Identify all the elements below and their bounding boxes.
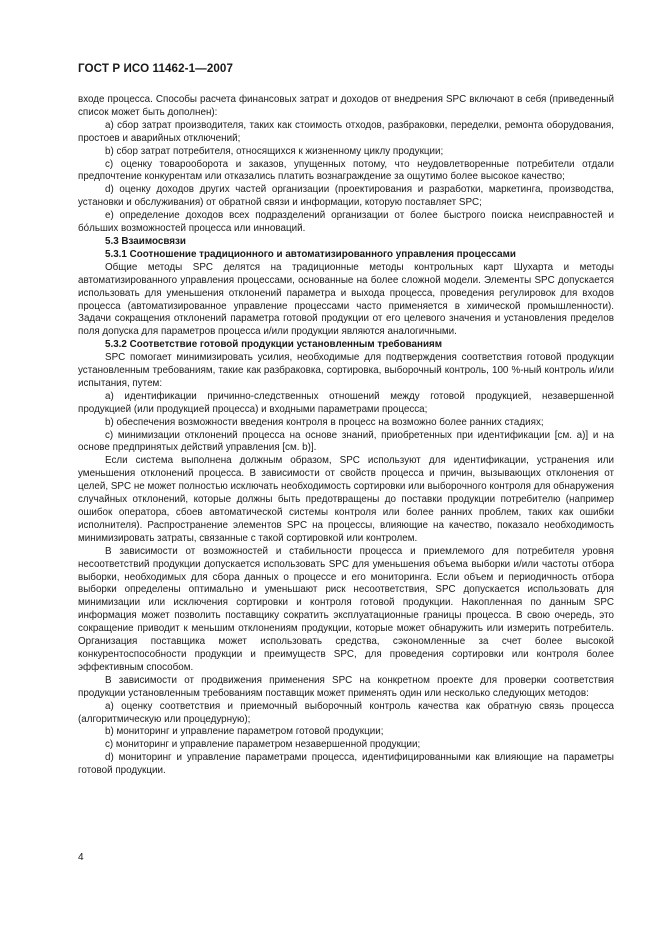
paragraph: a) идентификации причинно-следственных отношений между готовой продукцией, незавершенной продукцией (или продукцией процесса) и входными параметрами процесса; [78,390,614,415]
section-heading: 5.3.2 Соответствие готовой продукции установленным требованиям [105,339,443,351]
paragraph: b) сбор затрат потребителя, относящихся к жизненному циклу продукции; [105,145,444,157]
paragraph: c) оценку товарооборота и заказов, упущенных потому, что неудовлетворенные потребители отдали предпочтение конкурентам или отказались платить вознаграждение за ощутимо более высокое качество; [78,158,614,183]
paragraph: e) определение доходов всех подразделений организации от более быстрого поиска неисправностей и бо́льших возможностей процесса или инноваций. [78,210,614,235]
section-heading: 5.3.1 Соотношение традиционного и автоматизированного управления процессами [105,248,516,260]
paragraph: c) мониторинг и управление параметром незавершенной продукции; [105,739,421,751]
document-header: ГОСТ Р ИСО 11462-1—2007 [78,62,234,75]
paragraph: c) минимизации отклонений процесса на основе знаний, приобретенных при идентификации [см. a)] и на основе предпринятых действий управления [см. b)]. [78,429,614,454]
paragraph: В зависимости от продвижения применения SPC на конкретном проекте для проверки соответствия продукции установленным требованиям поставщик может применять один или несколько следующих методов: [78,674,614,699]
paragraph: входе процесса. Способы расчета финансовых затрат и доходов от внедрения SPC включают в себя (приведенный список может быть дополнен): [78,94,614,118]
paragraph: Общие методы SPC делятся на традиционные методы контрольных карт Шухарта и методы автоматизированного управления процессами, основанные на более сложной модели. Элементы SPC допускается использовать для уменьшения отклонений параметра и выхода процесса, проведения регулировок для входов процесса (автоматизированное управление процессами часто применяется в химической промышленности). Задачи сокращения отклонений параметра готовой продукции от его целевого значения и установления пределов поля допуска для параметров процесса и/или продукции являются аналогичными. [78,261,614,338]
section-heading: 5.3 Взаимосвязи [105,235,186,247]
page-number: 4 [78,852,84,863]
paragraph: SPC помогает минимизировать усилия, необходимые для подтверждения соответствия готовой продукции установленным требованиям, такие как разбраковка, сортировка, выборочный контроль, 100 %-ный контроль и/или испытания, путем: [78,352,614,389]
paragraph: b) мониторинг и управление параметром готовой продукции; [105,726,384,738]
paragraph: d) мониторинг и управление параметрами процесса, идентифицированными как влияющие на параметры готовой продукции. [78,752,614,777]
document-body [78,94,614,778]
paragraph: a) оценку соответствия и приемочный выборочный контроль качества как обратную связь процесса (алгоритмическую или процедурную); [78,700,614,725]
paragraph: Если система выполнена должным образом, SPC используют для идентификации, устранения или уменьшения отклонений процесса. В зависимости от свойств процесса и причин, вызывающих отклонения от целей, SPC не может полностью исключать необходимость сортировки или выборочного контроля для обнаружения случайных отклонений, которые должны быть предотвращены до поставки продукции потребителю (например ошибок оператора, сбоев автоматической системы контроля или более ранних проблем, таких как ошибки исполнителя). Распространение элементов SPC на процессы, влияющие на качество, показало необходимость минимизировать затраты, связанные с такой сортировкой или контролем. [78,455,614,544]
paragraph: a) сбор затрат производителя, таких как стоимость отходов, разбраковки, переделки, ремонта оборудования, простоев и аварийных отключений; [78,119,614,144]
paragraph: В зависимости от возможностей и стабильности процесса и приемлемого для потребителя уровня несоответствий продукции допускается использовать SPC для уменьшения объема выборки и/или частоты отбора выборки, необходимых для сбора данных о процессе и его мониторинга. Если объем и периодичность отбора выборки определены оптимально и уменьшают риск несоответствия, SPC допускается использовать для минимизации или исключения сортировки и контроля готовой продукции. Накопленная по данным SPC информация может позволить поставщику сократить эксплуатационные границы процесса. В свою очередь, это сокращение приводит к меньшим отклонениям продукции, которые может обнаружить или измерить потребитель. Организация поставщика может использовать средства, сэкономленные за счет более высокой конкурентоспособности продукции и преимуществ SPC, для проведения сортировки или контроля более эффективным способом. [78,545,614,673]
paragraph: b) обеспечения возможности введения контроля в процесс на возможно более ранних стадиях; [105,416,544,428]
paragraph: d) оценку доходов других частей организации (проектирования и разработки, маркетинга, производства, установки и обслуживания) от обратной связи и информации, которую поставляет SPC; [78,184,614,209]
